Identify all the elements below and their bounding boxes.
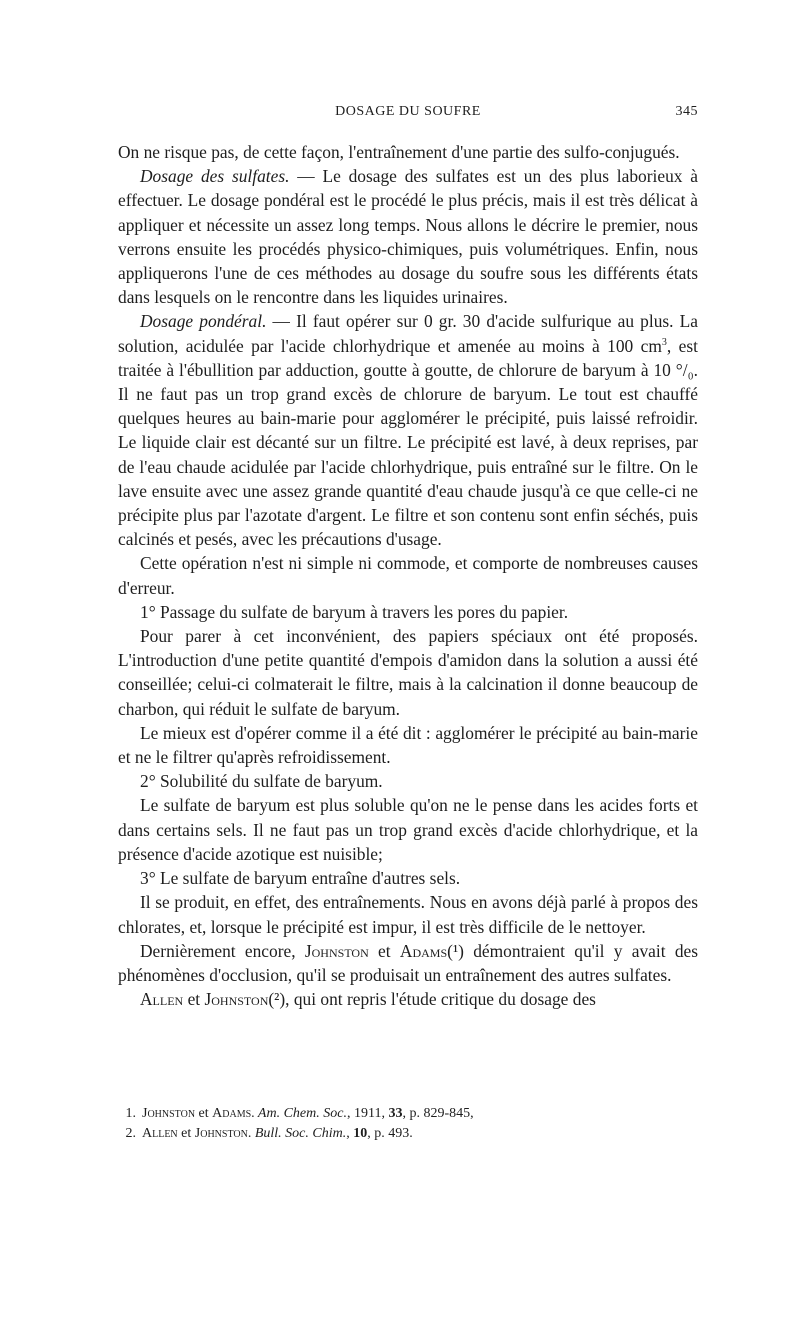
footnote-ref: (²) bbox=[268, 989, 286, 1010]
section-heading: Dosage pondéral. bbox=[140, 311, 267, 332]
paragraph: Allen et Johnston(²), qui ont repris l'étude critique du dosage des bbox=[140, 989, 596, 1010]
author-name: Johnston bbox=[304, 940, 369, 961]
paragraph: Le mieux est d'opérer comme il a été dit : agglomérer le précipité au bain-marie et ne le filtrer qu'après refroidissement. bbox=[118, 722, 698, 768]
running-title: DOSAGE DU SOUFRE bbox=[335, 104, 481, 119]
paragraph: Cette opération n'est ni simple ni commode, et comporte de nombreuses causes d'erreur. bbox=[118, 553, 698, 598]
footnotes bbox=[118, 1104, 698, 1144]
paragraph: Dosage pondéral. — Il faut opérer sur 0 gr. 30 d'acide sulfurique au plus. La solution, acidulée par l'acide chlorhydrique et amenée au moins à 100 $cm^3$, est traitée à l'ébullition par adduction, goutte à goutte, de chlorure de baryum à 10 °/₀. Il ne faut pas un trop grand excès de chlorure de baryum. Le tout est chauffé quelques heures au bain-marie pour agglomérer le précipité, puis laissé refroidir. Le liquide clair est décanté sur un filtre. Le précipité est lavé, à deux reprises, par de l'eau chaude acidulée par l'acide chlorhydrique, puis entraîné sur le filtre. On le lave ensuite avec une assez grande quantité d'eau chaude jusqu'à ce que celle-ci ne précipite plus par l'azotate d'argent. Le filtre et son contenu sont enfin séchés, puis calcinés et pesés, avec les précautions d'usage. bbox=[118, 311, 699, 550]
footnote: 2. Allen et Johnston. Bull. Soc. Chim., 10, p. 493. bbox=[125, 1126, 413, 1141]
paragraph: Il se produit, en effet, des entraînements. Nous en avons déjà parlé à propos des chlorates, et, lorsque le précipité est impur, il est très difficile de le nettoyer. bbox=[118, 892, 698, 937]
footnote: 1. Johnston et Adams. Am. Chem. Soc., 1911, 33, p. 829-845, bbox=[125, 1106, 474, 1121]
body-text bbox=[118, 140, 698, 1011]
paragraph: Pour parer à cet inconvénient, des papiers spéciaux ont été proposés. L'introduction d'une petite quantité d'empois d'amidon dans la solution a aussi été conseillée; celui-ci colmaterait le filtre, mais à la calcination il donne beaucoup de charbon, qui réduit le sulfate de baryum. bbox=[118, 626, 698, 719]
section-heading: Dosage des sulfates. bbox=[140, 166, 290, 187]
paragraph: On ne risque pas, de cette façon, l'entraînement d'une partie des sulfo-conjugués. bbox=[118, 142, 680, 162]
paragraph: Dernièrement encore, Johnston et Adams(¹) démontraient qu'il y avait des phénomènes d'occlusion, qu'il se produisait un entraînement des autres sulfates. bbox=[118, 940, 699, 985]
footnote-ref: (¹) bbox=[447, 940, 464, 961]
paragraph: 1° Passage du sulfate de baryum à travers les pores du papier. bbox=[140, 601, 569, 622]
running-header bbox=[118, 104, 698, 124]
page-number: 345 bbox=[675, 104, 698, 119]
author-name: Johnston bbox=[204, 989, 269, 1010]
author-name: Allen bbox=[140, 989, 184, 1010]
paragraph: Dosage des sulfates. — Le dosage des sulfates est un des plus laborieux à effectuer. Le dosage pondéral est le procédé le plus précis, mais il est très délicat à appliquer et nécessite un assez long temps. Nous allons le décrire le premier, nous verrons ensuite les procédés physico-chimiques, puis volumétriques. Enfin, nous appliquerons l'une de ces méthodes au dosage du soufre sous les différents états dans lesquels on le rencontre dans les liquides urinaires. bbox=[118, 166, 698, 308]
paragraph: Le sulfate de baryum est plus soluble qu'on ne le pense dans les acides forts et dans certains sels. Il ne faut pas un trop grand excès d'acide chlorhydrique, et la présence d'acide azotique est nuisible; bbox=[118, 795, 698, 864]
paragraph: 3° Le sulfate de baryum entraîne d'autres sels. bbox=[140, 868, 461, 889]
author-name: Adams bbox=[399, 940, 448, 961]
paragraph: 2° Solubilité du sulfate de baryum. bbox=[140, 771, 383, 792]
